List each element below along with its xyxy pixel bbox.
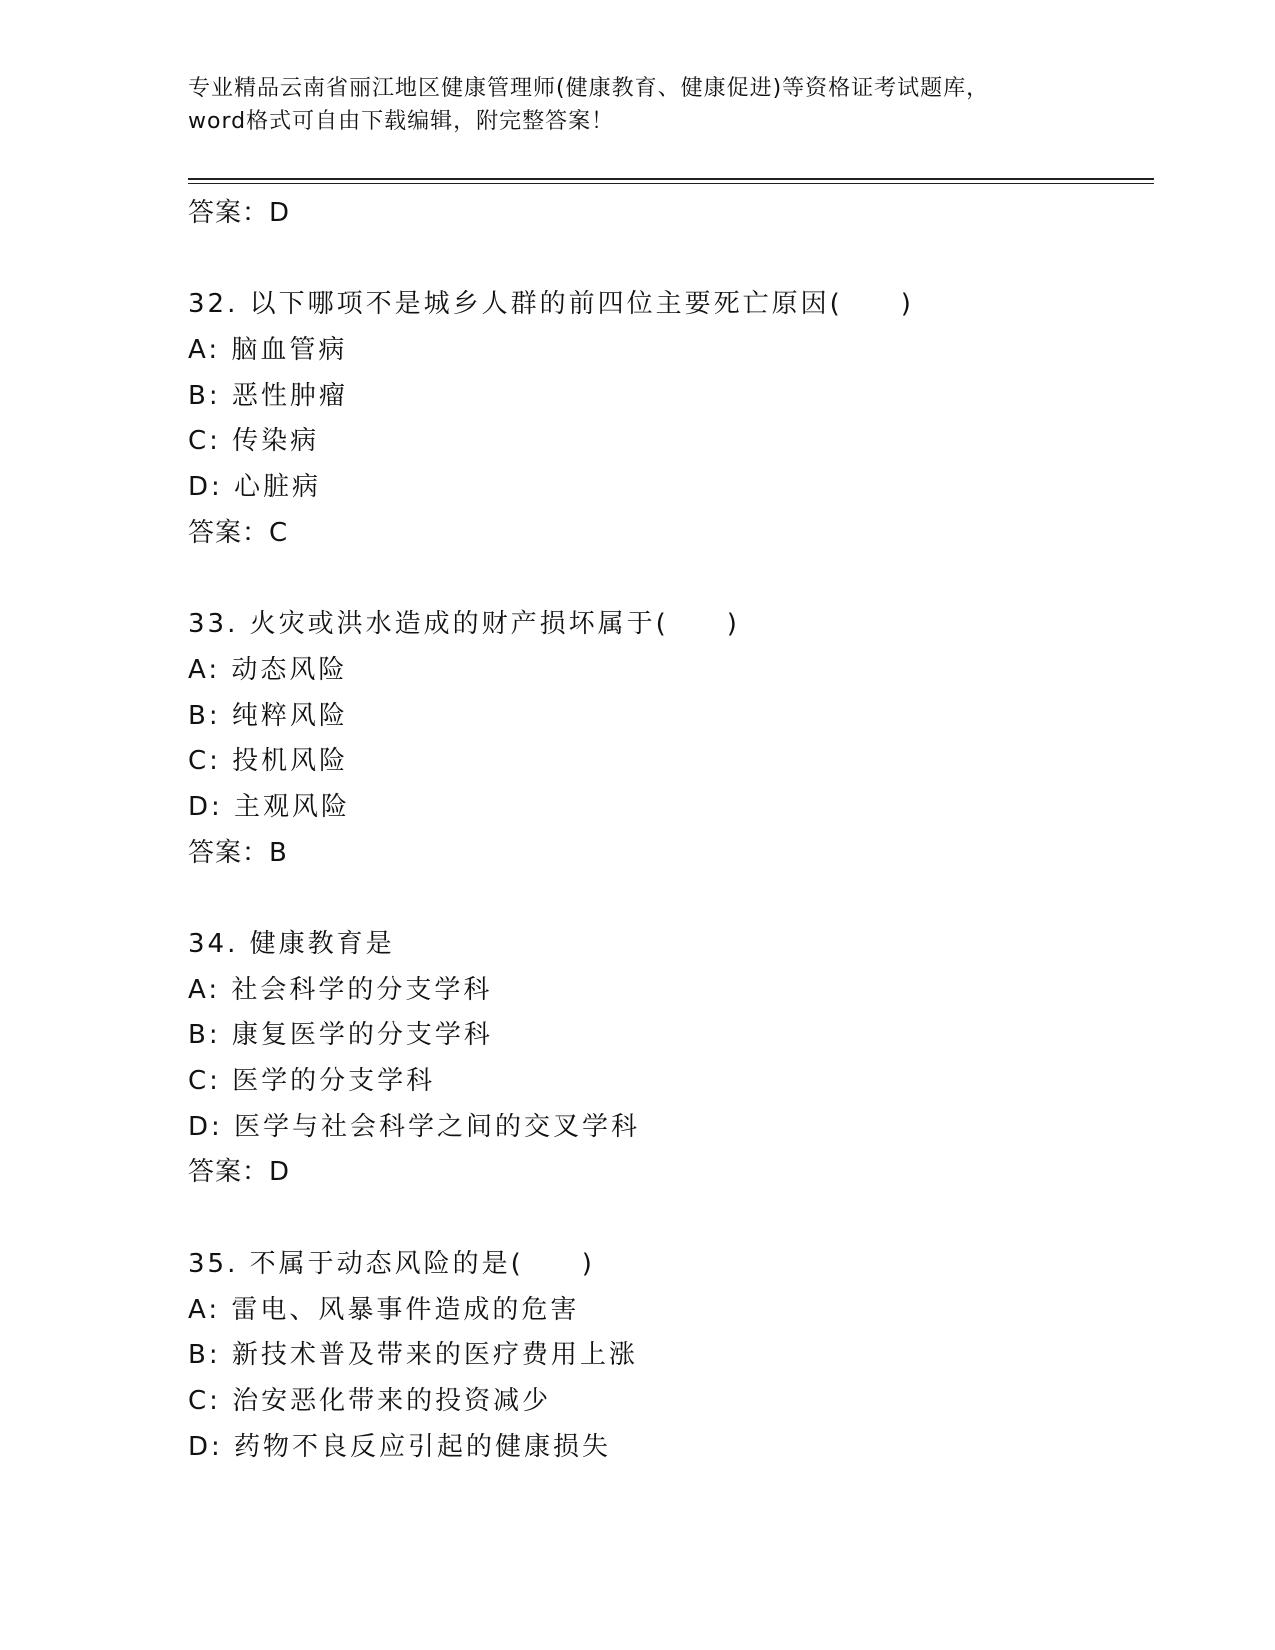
answer-line: 答案：D xyxy=(188,1157,291,1188)
header-line-2: word格式可自由下载编辑，附完整答案！ xyxy=(188,109,615,134)
question-title: 35. 不属于动态风险的是( ) xyxy=(188,1248,595,1279)
option-c: C: 医学的分支学科 xyxy=(188,1066,436,1097)
question-32 xyxy=(188,282,1148,556)
option-a: A: 社会科学的分支学科 xyxy=(188,974,493,1005)
question-35 xyxy=(188,1242,1148,1470)
answer-line: 答案：B xyxy=(188,837,288,868)
question-33 xyxy=(188,602,1148,876)
option-b: B: 恶性肿瘤 xyxy=(188,380,348,411)
option-d: D: 主观风险 xyxy=(188,791,351,822)
question-title: 34. 健康教育是 xyxy=(188,929,395,959)
option-a: A: 雷电、风暴事件造成的危害 xyxy=(188,1294,580,1325)
spacer xyxy=(188,237,1148,283)
document-header xyxy=(188,72,1068,138)
option-b: B: 新技术普及带来的医疗费用上涨 xyxy=(188,1340,638,1371)
question-title: 32. 以下哪项不是城乡人群的前四位主要死亡原因( ) xyxy=(188,289,914,320)
spacer xyxy=(188,1196,1148,1242)
spacer xyxy=(188,876,1148,922)
question-34 xyxy=(188,922,1148,1196)
question-title: 33. 火灾或洪水造成的财产损坏属于( ) xyxy=(188,609,740,640)
option-b: B: 纯粹风险 xyxy=(188,700,348,731)
answer-line: 答案：D xyxy=(188,198,291,228)
option-a: A: 动态风险 xyxy=(188,654,348,685)
option-c: C: 投机风险 xyxy=(188,746,349,777)
header-line-1: 专业精品云南省丽江地区健康管理师(健康教育、健康促进)等资格证考试题库， xyxy=(188,76,990,101)
option-b: B: 康复医学的分支学科 xyxy=(188,1020,493,1051)
header-divider-thin xyxy=(188,183,1154,184)
spacer xyxy=(188,557,1148,603)
header-divider-thick xyxy=(188,178,1154,180)
option-c: C: 传染病 xyxy=(188,426,320,457)
option-d: D: 药物不良反应引起的健康损失 xyxy=(188,1431,612,1462)
option-d: D: 医学与社会科学之间的交叉学科 xyxy=(188,1111,641,1142)
answer-line: 答案：C xyxy=(188,517,289,548)
option-a: A: 脑血管病 xyxy=(188,335,348,366)
option-c: C: 治安恶化带来的投资减少 xyxy=(188,1385,552,1416)
question-list xyxy=(188,191,1148,1470)
option-d: D: 心脏病 xyxy=(188,472,322,503)
